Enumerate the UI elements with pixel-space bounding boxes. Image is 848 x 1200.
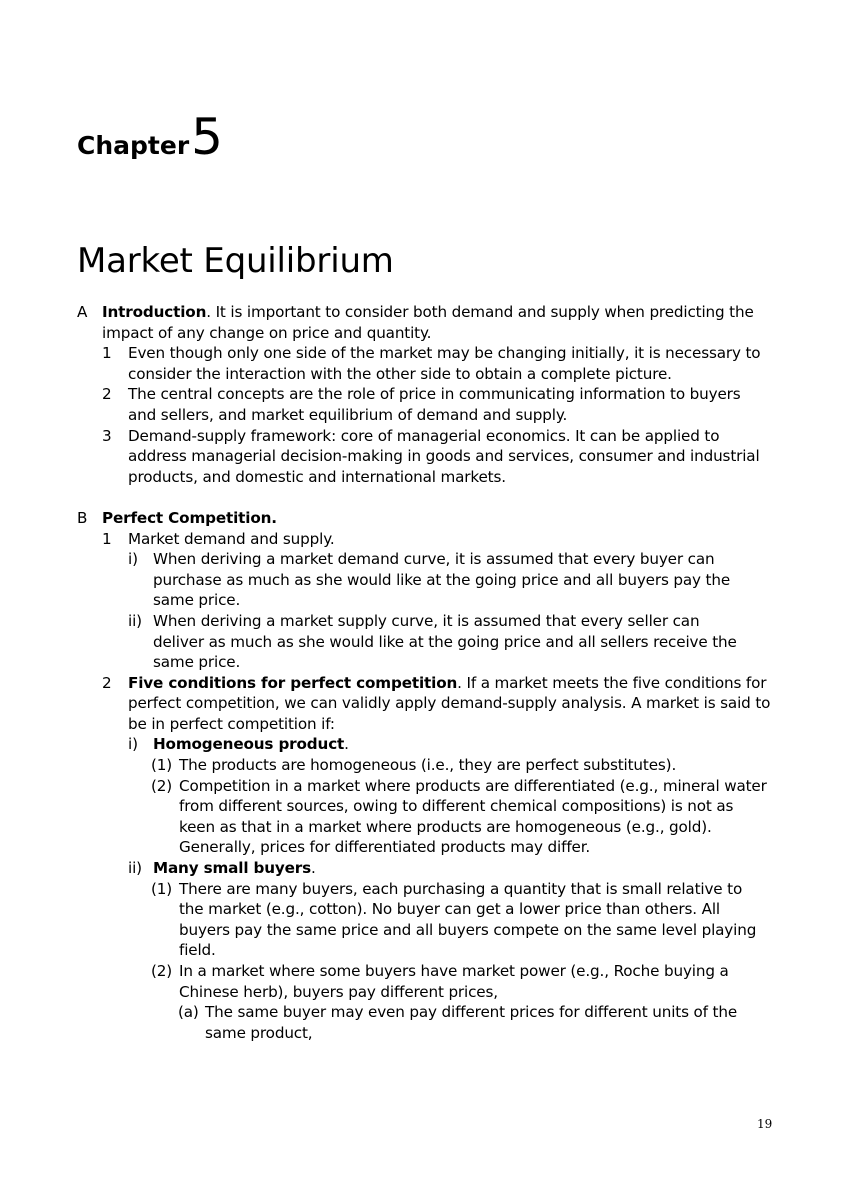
sub-text: When deriving a market supply curve, it is assumed that every seller can deliver as much as she would like at the going price and all sellers receive the same price. <box>153 611 737 672</box>
heading-tail: . <box>311 859 316 878</box>
sub-item-ii <box>0 611 743 673</box>
condition-point <box>0 755 769 776</box>
item-label: 1 <box>102 529 112 548</box>
point-text: The products are homogeneous (i.e., they are perfect substitutes). <box>179 756 677 775</box>
item-heading: Five conditions for perfect competition <box>128 673 458 692</box>
condition-heading: Many small buyers <box>153 859 312 878</box>
section-a-item-1 <box>0 343 773 384</box>
point-text: In a market where some buyers have market power (e.g., Roche buying a Chinese herb), buyers pay different prices, <box>179 962 729 1001</box>
point-label: (2) <box>151 962 173 980</box>
section-b-item-1 <box>0 529 758 550</box>
item-label: 1 <box>102 344 112 363</box>
item-label: 3 <box>102 426 112 445</box>
page-title: Market Equilibrium <box>77 241 394 281</box>
item-label: 2 <box>102 385 112 404</box>
document-body <box>0 302 848 1043</box>
section-a-text: . It is important to consider both demand and supply when predicting the impact of any change on price and quantity. <box>102 303 754 342</box>
item-text: The central concepts are the role of price in communicating information to buyers and sellers, and market equilibrium of demand and supply. <box>128 385 741 424</box>
condition-point <box>0 776 769 858</box>
item-text: . If a market meets the five conditions for perfect competition, we can validly apply demand-supply analysis. A market is said to be in perfect competition if: <box>128 673 771 733</box>
section-b-item-2 <box>0 673 773 735</box>
condition-subpoint <box>0 1002 750 1043</box>
item-label: 2 <box>102 673 112 692</box>
section-a-item-2 <box>0 384 758 425</box>
section-a-heading: Introduction <box>102 303 207 321</box>
section-a <box>0 302 772 343</box>
section-b <box>0 508 772 529</box>
condition-many-small-buyers <box>0 858 753 879</box>
heading-tail: . <box>344 735 349 754</box>
item-text: Market demand and supply. <box>128 529 335 548</box>
chapter-word: Chapter <box>77 131 190 160</box>
section-b-label: B <box>77 508 88 527</box>
sub-label: i) <box>128 735 138 754</box>
subpoint-label: (a) <box>178 1003 199 1022</box>
item-text: Demand-supply framework: core of managerial economics. It can be applied to address managerial decision-making in goods and services, consumer and industrial products, and domestic and international markets. <box>128 426 760 486</box>
condition-heading: Homogeneous product <box>153 735 345 754</box>
page-number: 19 <box>757 1117 773 1131</box>
point-text: There are many buyers, each purchasing a quantity that is small relative to the market (e.g., cotton). No buyer can get a lower price than others. All buyers pay the same price and all buyers compete on the same level playing field. <box>179 879 757 960</box>
point-text: Competition in a market where products are differentiated (e.g., mineral water from different sources, owing to different chemical compositions) is not as keen as that in a market where products are homogeneous (e.g., gold). Generally, prices for differentiated products may differ. <box>179 776 767 857</box>
chapter-number: 5 <box>191 108 223 166</box>
section-a-label: A <box>77 303 88 321</box>
point-label: (2) <box>151 776 173 795</box>
point-label: (1) <box>151 879 173 898</box>
sub-label: i) <box>128 550 138 569</box>
sub-label: ii) <box>128 611 142 630</box>
section-a-item-3 <box>0 426 773 488</box>
condition-point <box>0 961 759 1002</box>
condition-homogeneous <box>0 734 753 755</box>
sub-text: When deriving a market demand curve, it is assumed that every buyer can purchase as much as she would like at the going price and all buyers pay the same price. <box>153 550 731 610</box>
sub-item-i <box>0 549 733 611</box>
point-label: (1) <box>151 756 173 775</box>
chapter-heading <box>77 108 223 166</box>
section-b-heading: Perfect Competition. <box>102 508 277 527</box>
subpoint-text: The same buyer may even pay different prices for different units of the same product, <box>205 1003 738 1042</box>
condition-point <box>0 879 762 961</box>
sub-label: ii) <box>128 859 142 878</box>
item-text: Even though only one side of the market may be changing initially, it is necessary to consider the interaction with the other side to obtain a complete picture. <box>128 344 761 383</box>
